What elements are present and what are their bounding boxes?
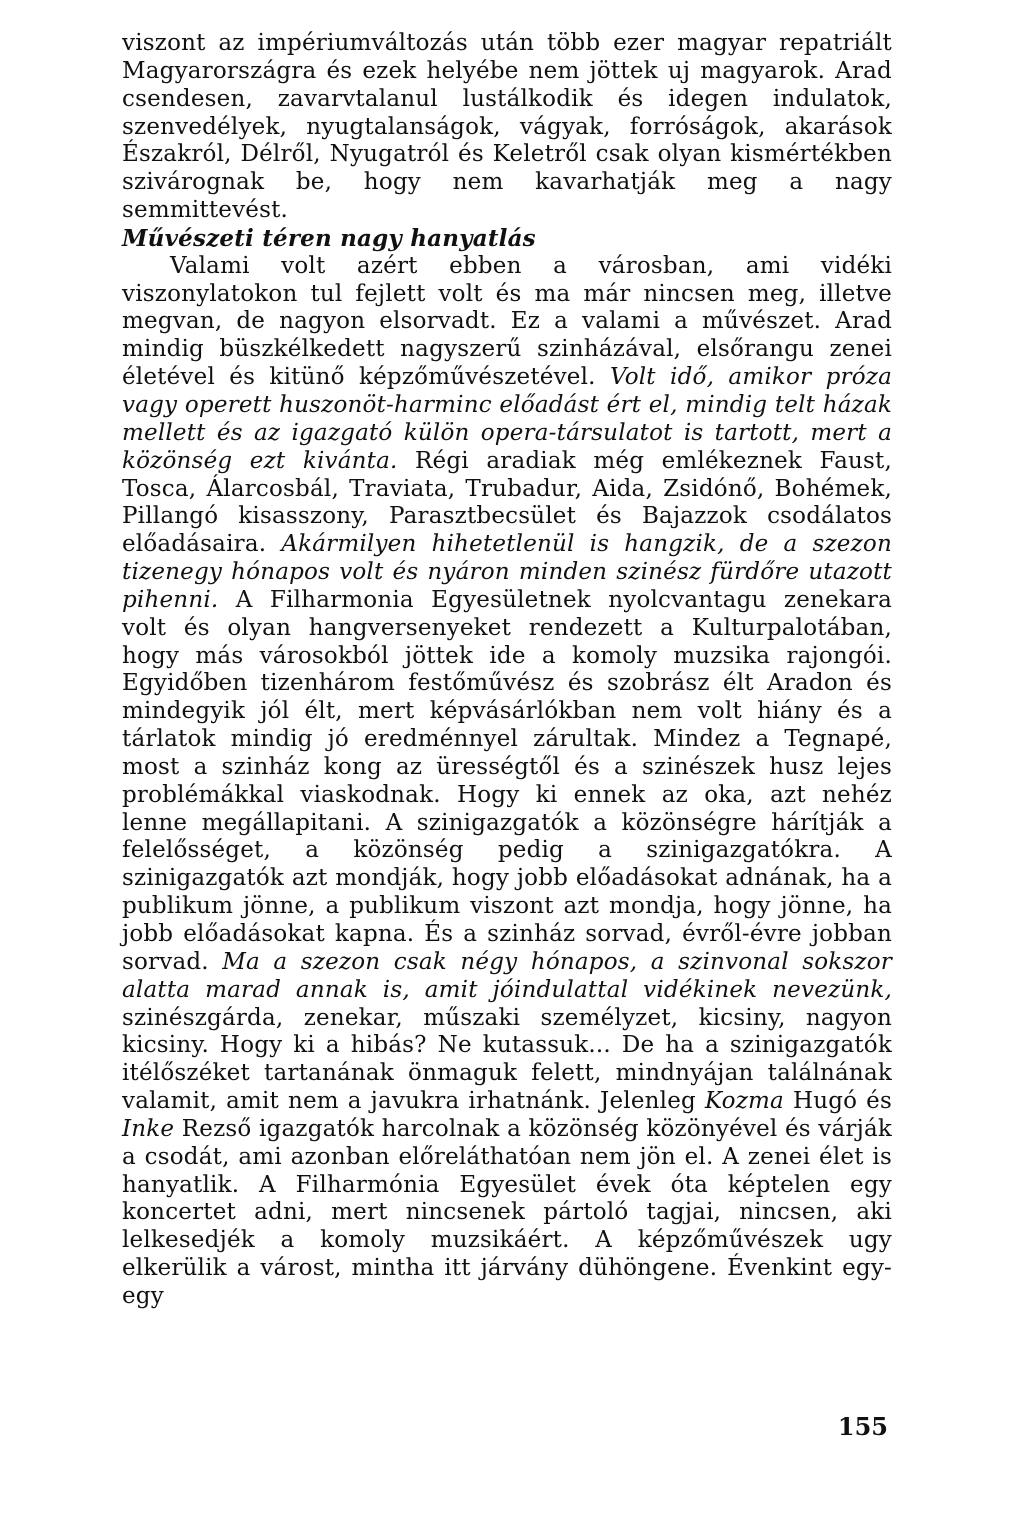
body-text-part6: Rezső igazgatók harcolnak a közönség közönyével és várják a csodát, ami azonban előreláthatóan nem jön el. A zenei élet is hanyatlik. A Filharmónia Egyesület évek óta képtelen egy koncertet adni, mert nincsenek pártoló tagjai, nincsen, aki lelkesedjék a komoly muzsikáért. A képzőművészek ugy elkerülik a várost, mintha itt járvány dühöngene. Évenkint egy-egy (122, 1115, 892, 1309)
document-page (122, 30, 892, 1311)
body-paragraph (122, 253, 892, 1311)
body-italic-inke: Inke (122, 1115, 175, 1142)
body-italic-3: Ma a szezon csak négy hónapos, a szinvonal sokszor alatta marad annak is, amit jóindulattal vidékinek nevezünk, (122, 948, 892, 1003)
body-italic-2: Akármilyen hihetetlenül is hangzik, de a szezon tizenegy hónapos volt és nyáron minden szinész fürdőre utazott pihenni. (122, 531, 892, 613)
body-text-part5: Hugó és (783, 1088, 892, 1115)
body-text-part3: A Filharmonia Egyesületnek nyolcvantagu zenekara volt és olyan hangversenyeket rendezett a Kulturpalotában, hogy más városokból jöttek ide a komoly muzsika rajongói. Egyidőben tizenhárom festőművész és szobrász élt Aradon és mindegyik jól élt, mert képvásárlókban nem volt hiány és a tárlatok mindig jó eredménnyel zárultak. Mindez a Tegnapé, most a szinház kong az ürességtől és a szinészek husz lejes problémákkal viaskodnak. Hogy ki ennek az oka, azt nehéz lenne megállapitani. A szinigazgatók a közönségre hárítják a felelősséget, a közönség pedig a szinigazgatókra. A szinigazgatók azt mondják, hogy jobb előadásokat adnának, ha a publikum jönne, a publikum viszont azt mondja, hogy jönne, ha jobb előadásokat kapna. És a szinház sorvad, évről-évre jobban sorvad. (122, 586, 892, 975)
body-text-part2: Régi aradiak még emlékeznek Faust, Tosca, Álarcosbál, Traviata, Trubadur, Aida, Zsidónő, Bohémek, Pillangó kisasszony, Parasztbecsület és Bajazzok csodálatos előadásaira. (122, 447, 892, 558)
body-text-part4: szinészgárda, zenekar, műszaki személyzet, kicsiny, nagyon kicsiny. Hogy ki a hibás? Ne kutassuk... De ha a szinigazgatók itélőszéket tartanának önmaguk felett, mindnyájan találnának valamit, amit nem a javukra irhatnánk. Jelenleg (122, 1004, 892, 1115)
body-text-part1: Valami volt azért ebben a városban, ami vidéki viszonylatokon tul fejlett volt és ma már nincsen meg, illetve megvan, de nagyon elsorvadt. Ez a valami a művészet. Arad mindig büszkélkedett nagyszerű szinházával, elsőrangu zenei életével és kitünő képzőművészetével. (122, 252, 892, 391)
body-italic-1: Volt idő, amikor próza vagy operett huszonöt-harminc előadást ért el, mindig telt házak mellett és az igazgató külön opera-társulatot is tartott, mert a közönség ezt kivánta. (122, 364, 892, 474)
page-number: 155 (837, 1412, 888, 1441)
body-italic-kozma: Kozma (704, 1088, 784, 1115)
intro-paragraph: viszont az impériumváltozás után több ezer magyar repatriált Magyarországra és ezek helyébe nem jöttek uj magyarok. Arad csendesen, zavarvtalanul lustálkodik és idegen indulatok, szenvedélyek, nyugtalanságok, vágyak, forróságok, akarások Északról, Délről, Nyugatról és Keletről csak olyan kismértékben szivárognak be, hogy nem kavarhatják meg a nagy semmittevést. (122, 30, 892, 224)
section-heading: Művészeti téren nagy hanyatlás (122, 224, 536, 252)
